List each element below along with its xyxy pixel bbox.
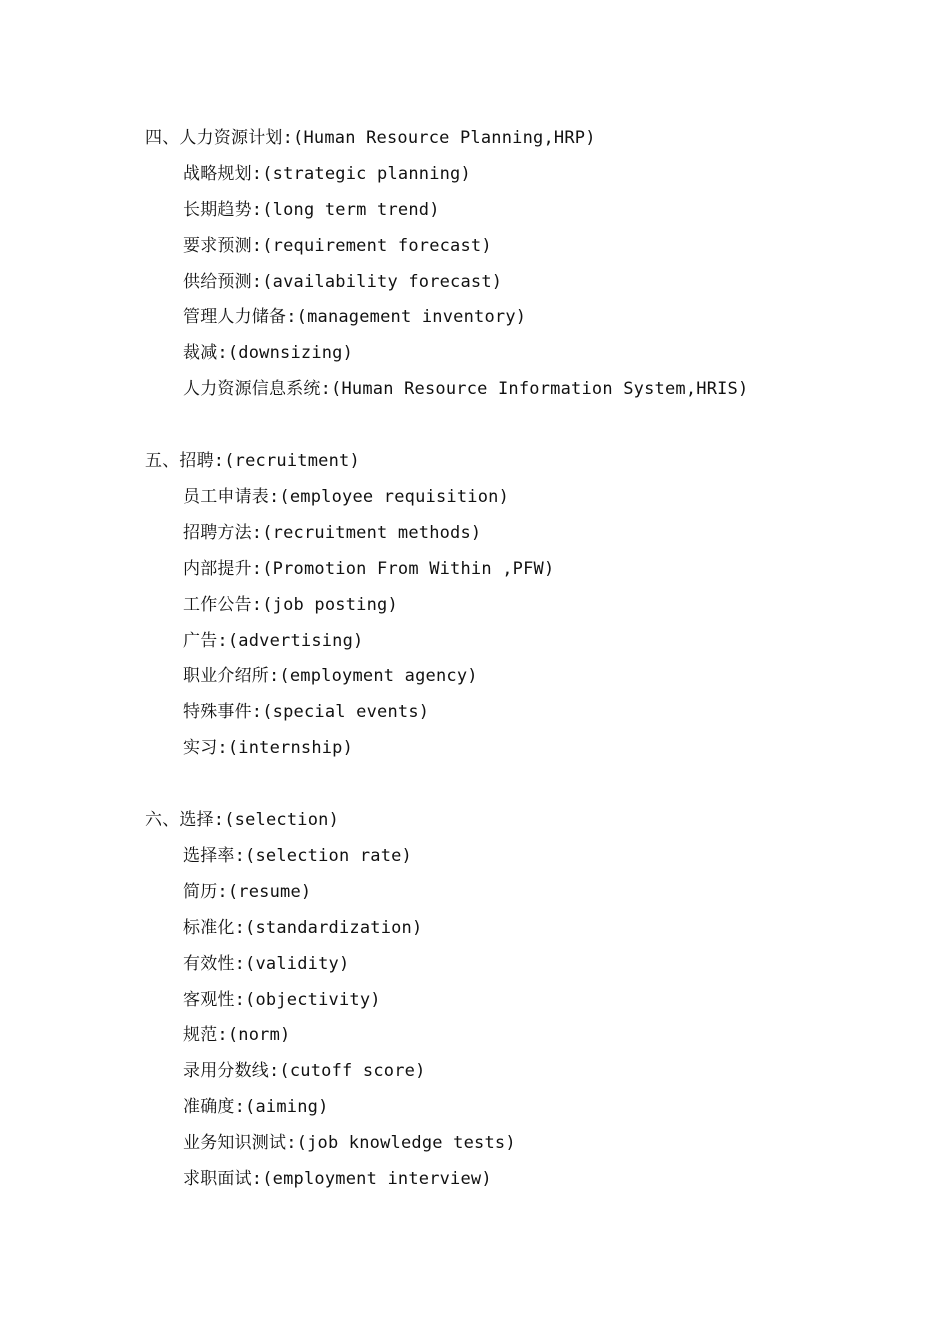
glossary-item: 特殊事件:(special events) (183, 702, 430, 723)
glossary-content (145, 121, 905, 1234)
glossary-item: 职业介绍所:(employment agency) (183, 666, 478, 687)
glossary-item: 实习:(internship) (183, 738, 354, 759)
glossary-item: 员工申请表:(employee requisition) (183, 487, 510, 508)
glossary-item: 业务知识测试:(job knowledge tests) (183, 1133, 516, 1154)
glossary-item: 有效性:(validity) (183, 953, 350, 974)
glossary-item: 裁减:(downsizing) (183, 343, 354, 364)
section-recruitment (145, 444, 905, 767)
glossary-item: 广告:(advertising) (183, 630, 364, 651)
glossary-item: 选择率:(selection rate) (183, 846, 412, 867)
glossary-item: 要求预测:(requirement forecast) (183, 235, 492, 256)
glossary-item: 战略规划:(strategic planning) (183, 163, 471, 184)
glossary-item: 管理人力储备:(management inventory) (183, 307, 527, 328)
glossary-item: 准确度:(aiming) (183, 1097, 329, 1118)
glossary-item: 客观性:(objectivity) (183, 989, 381, 1010)
glossary-item: 内部提升:(Promotion From Within ,PFW) (183, 558, 555, 579)
glossary-item: 供给预测:(availability forecast) (183, 271, 503, 292)
section-heading: 六、选择:(selection) (145, 810, 340, 831)
glossary-item: 简历:(resume) (183, 881, 312, 902)
glossary-item: 人力资源信息系统:(Human Resource Information System,HRIS) (183, 379, 749, 400)
glossary-item: 长期趋势:(long term trend) (183, 199, 440, 220)
glossary-item: 规范:(norm) (183, 1025, 291, 1046)
glossary-item: 工作公告:(job posting) (183, 594, 398, 615)
glossary-item: 录用分数线:(cutoff score) (183, 1061, 426, 1082)
section-selection (145, 803, 905, 1198)
section-hr-planning (145, 121, 905, 408)
section-heading: 四、人力资源计划:(Human Resource Planning,HRP) (145, 128, 596, 148)
glossary-item: 标准化:(standardization) (183, 917, 423, 938)
section-heading: 五、招聘:(recruitment) (145, 451, 360, 472)
glossary-item: 求职面试:(employment interview) (183, 1169, 492, 1190)
glossary-item: 招聘方法:(recruitment methods) (183, 522, 482, 543)
